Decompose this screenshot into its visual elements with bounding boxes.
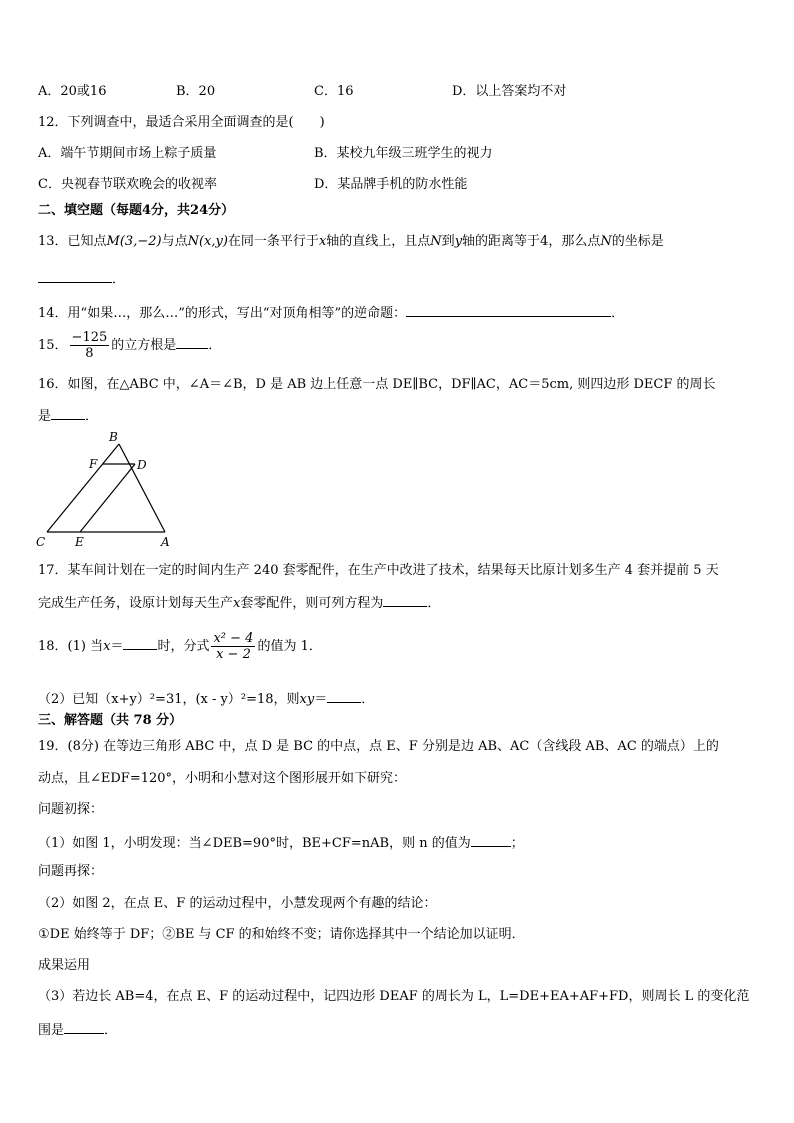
q15-fraction: $\frac{-125}{8}$: [71, 330, 108, 361]
label-b: B: [109, 430, 118, 444]
q18-2-answer-blank[interactable]: [327, 688, 361, 703]
q19-sub-2b: ①DE 始终等于 DF；②BE 与 CF 的和始终不变；请你选择其中一个结论加以证明．: [38, 927, 525, 942]
q11-option-a: A．20或16: [38, 84, 107, 99]
q19-sub-3b: 围是 ．: [38, 1019, 117, 1040]
q16-line2: 是 ．: [38, 405, 98, 426]
side-cb: [47, 444, 119, 532]
label-a: A: [161, 535, 170, 549]
q19-1-answer-blank[interactable]: [471, 832, 511, 847]
triangle-figure: [30, 428, 190, 552]
q19-line2: 动点，且∠EDF=120°，小明和小慧对这个图形展开如下研究：: [38, 771, 407, 786]
q13-answer-blank[interactable]: [38, 268, 112, 283]
q17-line2: 完成生产任务，设原计划每天生产x套零配件，则可列方程为 ．: [38, 592, 440, 613]
q14-answer-blank[interactable]: [406, 302, 611, 317]
q14-line: 14．用“如果…，那么…”的形式，写出“对顶角相等”的逆命题： ．: [38, 302, 624, 323]
label-c: C: [36, 535, 46, 549]
q18-line1: 18．(1) 当x＝ 时，分式 $\frac{\text{x² − 4}}{x - 2}$ 的值为 1．: [38, 631, 322, 662]
q19-line1: 19．(8分) 在等边三角形 ABC 中，点 D 是 BC 的中点，点 E、F 分别是边 AB、AC（含线段 AB、AC 的端点）上的: [38, 739, 719, 754]
q13-line1: 13．已知点M(3,−2)与点N(x,y)在同一条平行于x轴的直线上，且点N到y轴的距离等于4，那么点N的坐标是: [38, 234, 664, 249]
q19-heading-3: 成果运用: [38, 958, 91, 973]
q11-option-d: D．以上答案均不对: [452, 84, 567, 99]
q19-heading-1: 问题初探：: [38, 802, 104, 817]
q15-line: 15． $\frac{-125}{8}$ 的立方根是 ．: [38, 330, 222, 361]
q19-sub-1: （1）如图 1，小明发现：当∠DEB=90°时，BE+CF=nAB，则 n 的值为 ；: [38, 832, 524, 853]
q13-answer-line: ．: [38, 268, 125, 289]
q12-option-a: A．端午节期间市场上粽子质量: [38, 146, 217, 161]
q12-option-c: C．央视春节联欢晚会的收视率: [38, 177, 217, 192]
label-f: F: [89, 457, 98, 471]
section-3-heading: 三、解答题（共 78 分）: [38, 713, 183, 728]
q15-answer-blank[interactable]: [176, 334, 208, 349]
q11-option-c: C．16: [314, 84, 354, 99]
label-e: E: [75, 535, 84, 549]
q17-answer-blank[interactable]: [383, 592, 427, 607]
q19-heading-2: 问题再探：: [38, 864, 104, 879]
q18-line2: （2）已知（x+y）²=31，(x - y）²=18，则xy＝ ．: [38, 688, 374, 709]
q18-1-answer-blank[interactable]: [123, 635, 157, 650]
segment-de: [80, 464, 135, 532]
q17-line1: 17．某车间计划在一定的时间内生产 240 套零配件，在生产中改进了技术，结果每天比原计划多生产 4 套并提前 5 天: [38, 563, 719, 578]
q19-sub-3: （3）若边长 AB=4，在点 E、F 的运动过程中，记四边形 DEAF 的周长为 L，L=DE+EA+AF+FD，则周长 L 的变化范: [38, 989, 750, 1004]
q12-option-b: B．某校九年级三班学生的视力: [314, 146, 493, 161]
section-2-heading: 二、填空题（每题4分，共24分）: [38, 203, 235, 218]
q12-option-d: D．某品牌手机的防水性能: [314, 177, 468, 192]
q12-stem: 12．下列调查中，最适合采用全面调查的是( ): [38, 115, 325, 130]
q19-3-answer-blank[interactable]: [64, 1019, 104, 1034]
q18-fraction: $\frac{\text{x² − 4}}{x - 2}$: [213, 631, 254, 662]
label-d: D: [137, 458, 147, 472]
q11-option-b: B．20: [176, 84, 216, 99]
q19-sub-2: （2）如图 2，在点 E、F 的运动过程中，小慧发现两个有趣的结论：: [38, 896, 437, 911]
q16-line1: 16．如图，在△ABC 中，∠A＝∠B，D 是 AB 边上任意一点 DE∥BC，DF∥AC，AC＝5cm, 则四边形 DECF 的周长: [38, 377, 716, 392]
q16-answer-blank[interactable]: [51, 405, 85, 420]
